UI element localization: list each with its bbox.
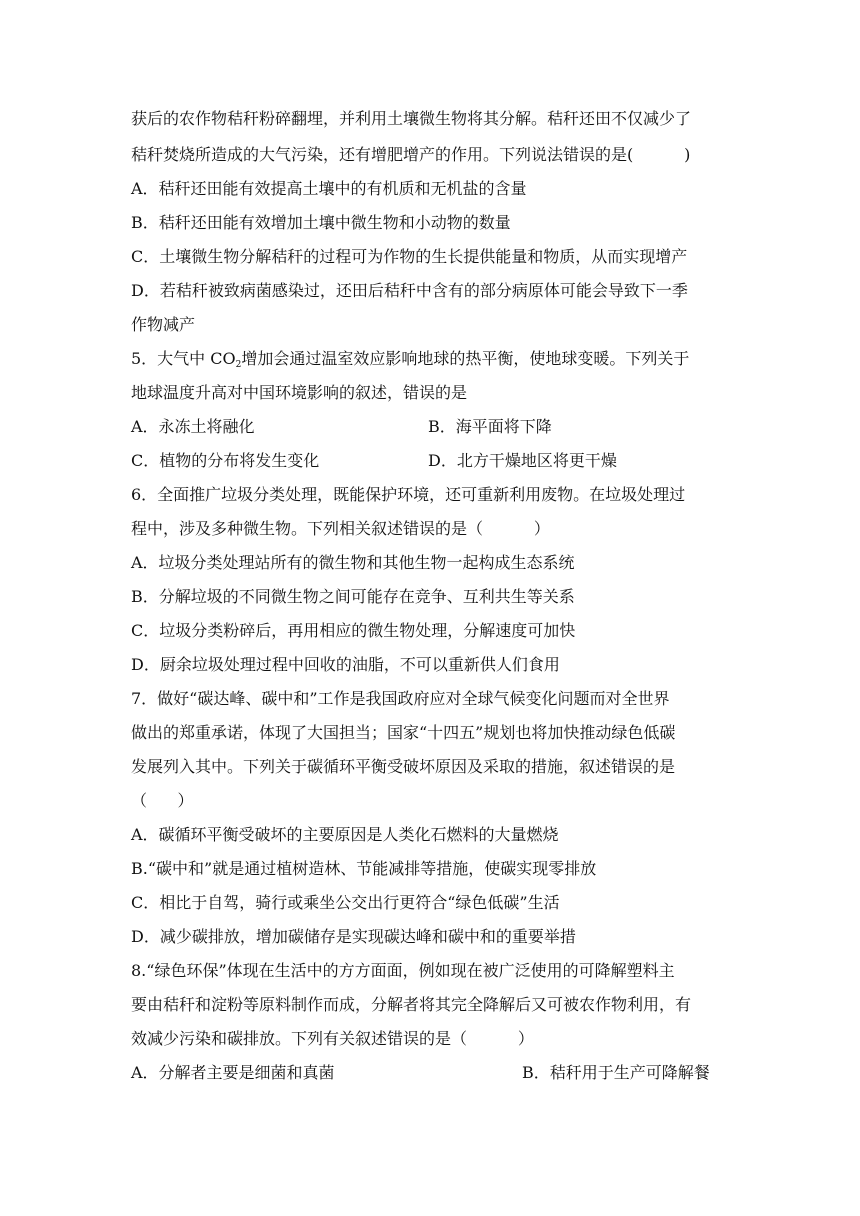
intro-line-1: 获后的农作物秸秆粉碎翻埋，并利用土壤微生物将其分解。秸秆还田不仅减少了 (131, 109, 692, 128)
question-5-stem-pre: 5．大气中 CO (131, 349, 236, 368)
question-8-option-a: A．分解者主要是细菌和真菌 (131, 1063, 335, 1082)
question-5-option-b: B．海平面将下降 (428, 417, 552, 436)
question-5-option-a: A．永冻土将融化 (131, 417, 255, 436)
co2-subscript: 2 (235, 360, 242, 370)
question-5-stem-continued: 地球温度升高对中国环境影响的叙述，错误的是 (131, 383, 468, 402)
question-8-stem: 8.“绿色环保”体现在生活中的方方面面，例如现在被广泛使用的可降解塑料主 (131, 961, 675, 980)
question-7-stem-line-2: 做出的郑重承诺，体现了大国担当；国家“十四五”规划也将加快推动绿色低碳 (131, 723, 676, 742)
option-d: D．若秸秆被致病菌感染过，还田后秸秆中含有的部分病原体可能会导致下一季 (131, 281, 688, 300)
question-7-option-c: C．相比于自驾，骑行或乘坐公交出行更符合“绿色低碳”生活 (131, 893, 560, 912)
question-6-stem: 6．全面推广垃圾分类处理，既能保护环境，还可重新利用废物。在垃圾处理过 (131, 485, 686, 504)
option-b: B．秸秆还田能有效增加土壤中微生物和小动物的数量 (131, 213, 511, 232)
question-5-option-d: D．北方干燥地区将更干燥 (428, 451, 617, 470)
intro-line-2: 秸秆焚烧所造成的大气污染，还有增肥增产的作用。下列说法错误的是( ) (131, 145, 691, 164)
question-6-option-a: A．垃圾分类处理站所有的微生物和其他生物一起构成生态系统 (131, 553, 575, 572)
question-5-option-c: C．植物的分布将发生变化 (131, 451, 320, 470)
option-d-continued: 作物减产 (131, 315, 196, 334)
question-5-stem-post: 增加会通过温室效应影响地球的热平衡，使地球变暖。下列关于 (241, 349, 690, 368)
question-8-stem-line-3: 效减少污染和碳排放。下列有关叙述错误的是（ ） (131, 1029, 534, 1048)
option-a: A．秸秆还田能有效提高土壤中的有机质和无机盐的含量 (131, 179, 527, 198)
question-6-option-b: B．分解垃圾的不同微生物之间可能存在竞争、互利共生等关系 (131, 587, 575, 606)
option-c: C．土壤微生物分解秸秆的过程可为作物的生长提供能量和物质，从而实现增产 (131, 247, 688, 266)
question-7-option-a: A．碳循环平衡受破坏的主要原因是人类化石燃料的大量燃烧 (131, 825, 559, 844)
question-6-option-c: C．垃圾分类粉碎后，再用相应的微生物处理，分解速度可加快 (131, 621, 576, 640)
question-6-stem-continued: 程中，涉及多种微生物。下列相关叙述错误的是（ ） (131, 519, 550, 538)
question-5-stem (131, 349, 689, 375)
question-7-stem: 7．做好“碳达峰、碳中和”工作是我国政府应对全球气候变化问题而对全世界 (131, 689, 670, 708)
question-7-option-d: D．减少碳排放，增加碳储存是实现碳达峰和碳中和的重要举措 (131, 927, 576, 946)
question-8-stem-line-2: 要由秸秆和淀粉等原料制作而成，分解者将其完全降解后又可被农作物利用，有 (131, 995, 692, 1014)
question-7-option-b: B.“碳中和”就是通过植树造林、节能减排等措施，使碳实现零排放 (131, 859, 597, 878)
question-6-option-d: D．厨余垃圾处理过程中回收的油脂，不可以重新供人们食用 (131, 655, 560, 674)
question-8-option-b: B．秸秆用于生产可降解餐 (522, 1063, 710, 1082)
question-7-stem-line-3: 发展列入其中。下列关于碳循环平衡受破坏原因及采取的措施，叙述错误的是 (131, 757, 676, 776)
question-7-answer-bracket: （ ） (131, 791, 194, 810)
